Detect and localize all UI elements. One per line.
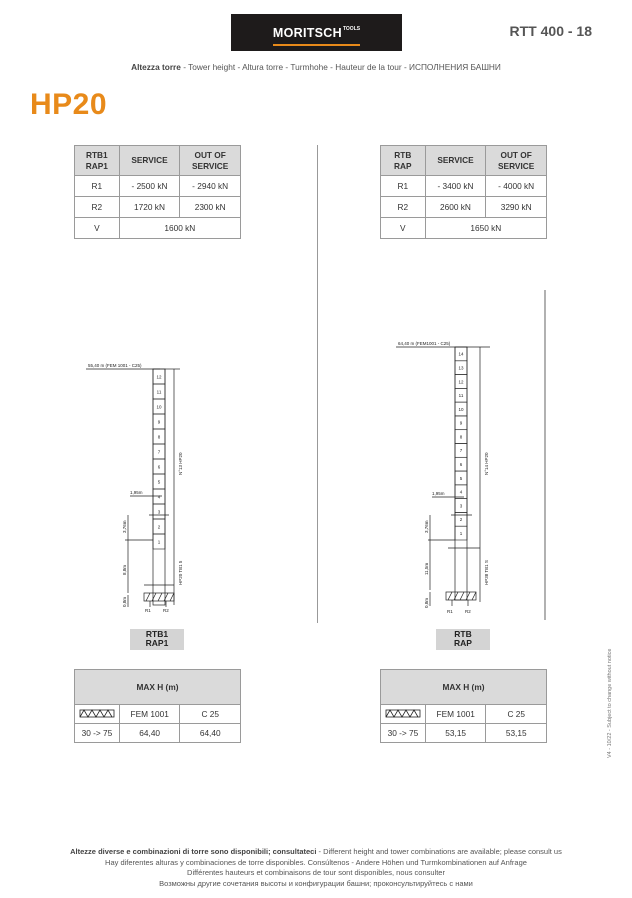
out-of-service-value: - 2940 kN: [180, 176, 241, 197]
table-row: [75, 197, 241, 218]
mast-section-number: 7: [459, 448, 463, 454]
mast-section-number: 6: [459, 461, 463, 467]
mast-section-number: 9: [157, 419, 161, 425]
standard-class: C 25: [486, 705, 547, 724]
row-label: V: [75, 218, 120, 239]
foundation-hatch: [448, 592, 476, 600]
mast-section-number: 6: [157, 464, 161, 470]
logo-text: MORITSCH: [272, 25, 342, 40]
mast-section-number: 1: [459, 530, 463, 536]
out-of-service-value: - 4000 kN: [486, 176, 547, 197]
truss-symbol: [385, 709, 421, 718]
mast-section-number: 9: [459, 420, 463, 426]
max-height-table-left: [74, 669, 241, 743]
vertical-load-value: 1650 kN: [425, 218, 546, 239]
upper-count-label: N°14 HP20: [484, 452, 489, 475]
step-label: 1,95m: [130, 490, 143, 495]
max-height-title: MAX H (m): [75, 670, 241, 705]
base-header: RTB RAP: [381, 146, 426, 176]
base-type-label-left: RTB1 RAP1: [130, 629, 184, 650]
row-label: 30 -> 75: [75, 724, 120, 743]
mast-section-number: 12: [156, 374, 162, 380]
tower-height-subtitle: [0, 62, 632, 72]
row-label: R2: [75, 197, 120, 218]
jib-truss-icon: [381, 705, 426, 724]
footer-note: [0, 847, 632, 889]
model-name: RTT 400 - 18: [509, 23, 592, 39]
upper-count-label: N°13 HP20: [178, 452, 183, 475]
row-label: 30 -> 75: [381, 724, 426, 743]
column-divider: [317, 145, 318, 623]
max-height-table-right: [380, 669, 547, 743]
mast-section-number: 4: [157, 494, 161, 500]
service-value: - 2500 kN: [119, 176, 180, 197]
mast-section-number: 8: [459, 434, 463, 440]
mast-section-number: 14: [458, 351, 464, 357]
row-label: V: [381, 218, 426, 239]
out-of-service-value: 2300 kN: [180, 197, 241, 218]
standard-fem: FEM 1001: [119, 705, 180, 724]
step-label: 1,95m: [432, 491, 445, 496]
service-value: - 3400 kN: [425, 176, 486, 197]
base-header: RTB1 RAP1: [75, 146, 120, 176]
mast-section-number: 3: [157, 509, 161, 515]
mast-section-number: 8: [157, 434, 161, 440]
mast-section-number: 13: [458, 365, 464, 371]
row-label: R1: [75, 176, 120, 197]
footer-line-2: Hay diferentes alturas y combinaciones de torre disponibles. Consúltenos - Andere Höhen und Turmkombinationen auf Anfrage: [105, 857, 527, 867]
section-height-label: 3,76m: [122, 520, 127, 533]
subtitle-rest: - Tower height - Altura torre - Turmhohe - Hauteur de la tour - ИСПОЛНЕНИЯ БАШНИ: [180, 62, 501, 72]
lower-count-label: HP38 TB1 S: [484, 560, 489, 585]
footer-line-3: Différentes hauteurs et combinaisons de tour sont disponibles, nous consulter: [187, 868, 445, 877]
config-title: HP20: [30, 88, 108, 121]
mast-section-number: 5: [459, 475, 463, 481]
max-height-value: 53,15: [486, 724, 547, 743]
mast-section-number: 1: [157, 539, 161, 545]
logo-subtext: TOOLS: [342, 25, 361, 32]
mast-section-number: 10: [458, 406, 464, 412]
mast-section-number: 2: [459, 517, 463, 523]
section-height-label: 3,76m: [424, 520, 429, 533]
row-label: R1: [381, 176, 426, 197]
vertical-load-value: 1600 kN: [119, 218, 240, 239]
service-value: 2600 kN: [425, 197, 486, 218]
truss-symbol: [79, 709, 115, 718]
max-height-value: 64,40: [180, 724, 241, 743]
foundation-hatch: [146, 593, 174, 601]
foot-label: 0,8m: [424, 597, 429, 608]
max-height-value: 64,40: [119, 724, 180, 743]
r2-label: R2: [163, 608, 169, 613]
table-row: [75, 724, 241, 743]
table-row: [75, 176, 241, 197]
service-header: SERVICE: [119, 146, 180, 176]
mast-section-number: 2: [157, 524, 161, 530]
mast-section-number: 7: [157, 449, 161, 455]
base-type-label-right: RTB RAP: [436, 629, 490, 650]
lower-count-label: HP20 TB1 5: [178, 560, 183, 585]
tower-mast: [455, 347, 467, 600]
mast-section-number: 3: [459, 503, 463, 509]
footer-line-1: Altezze diverse e combinazioni di torre sono disponibili; consultateci - Different height and tower combinations are available; please consult us: [70, 847, 562, 856]
logo-accent-bar: [273, 44, 360, 46]
mast-section-number: 5: [157, 479, 161, 485]
mast-section-number: 10: [156, 404, 162, 410]
base-height-label: 8,8m: [122, 564, 127, 575]
max-height-title: MAX H (m): [381, 670, 547, 705]
table-row: [381, 176, 547, 197]
tower-drawing-left: [70, 355, 270, 620]
standard-class: C 25: [180, 705, 241, 724]
out-of-service-value: 3290 kN: [486, 197, 547, 218]
standard-fem: FEM 1001: [425, 705, 486, 724]
reactions-table-left: [74, 145, 241, 239]
r1-label: R1: [145, 608, 151, 613]
foundation-block: [144, 593, 174, 601]
foot-label: 0,8m: [122, 596, 127, 607]
subtitle-bold: Altezza torre: [131, 62, 181, 72]
service-header: SERVICE: [425, 146, 486, 176]
base-height-label: 11,5m: [424, 562, 429, 575]
version-note: V4 - 10/22 - Subject to change without notice: [607, 648, 613, 758]
table-row: [381, 218, 547, 239]
height-label: 64,40 m (FEM1001 - C25): [398, 341, 451, 346]
brand-logo: [231, 14, 402, 51]
section-group: [153, 369, 165, 549]
table-row: [75, 218, 241, 239]
reactions-table-right: [380, 145, 547, 239]
mast-section-number: 12: [458, 379, 464, 385]
row-label: R2: [381, 197, 426, 218]
foundation-block: [446, 592, 476, 600]
mast-section-number: 11: [156, 389, 162, 395]
out-of-service-header: OUT OF SERVICE: [180, 146, 241, 176]
tower-drawing-right: [380, 290, 560, 620]
out-of-service-header: OUT OF SERVICE: [486, 146, 547, 176]
r1-label: R1: [447, 609, 453, 614]
max-height-value: 53,15: [425, 724, 486, 743]
r2-label: R2: [465, 609, 471, 614]
mast-section-number: 11: [458, 393, 464, 399]
footer-line-4: Возможны другие сочетания высоты и конфигурации башни; проконсультируйтесь с нами: [159, 878, 473, 888]
service-value: 1720 kN: [119, 197, 180, 218]
table-row: [381, 197, 547, 218]
mast-section-number: 4: [459, 489, 463, 495]
section-group: [455, 347, 467, 540]
jib-truss-icon: [75, 705, 120, 724]
table-row: [381, 724, 547, 743]
height-label: 55,40 m (FEM 1001 - C25): [88, 363, 142, 368]
